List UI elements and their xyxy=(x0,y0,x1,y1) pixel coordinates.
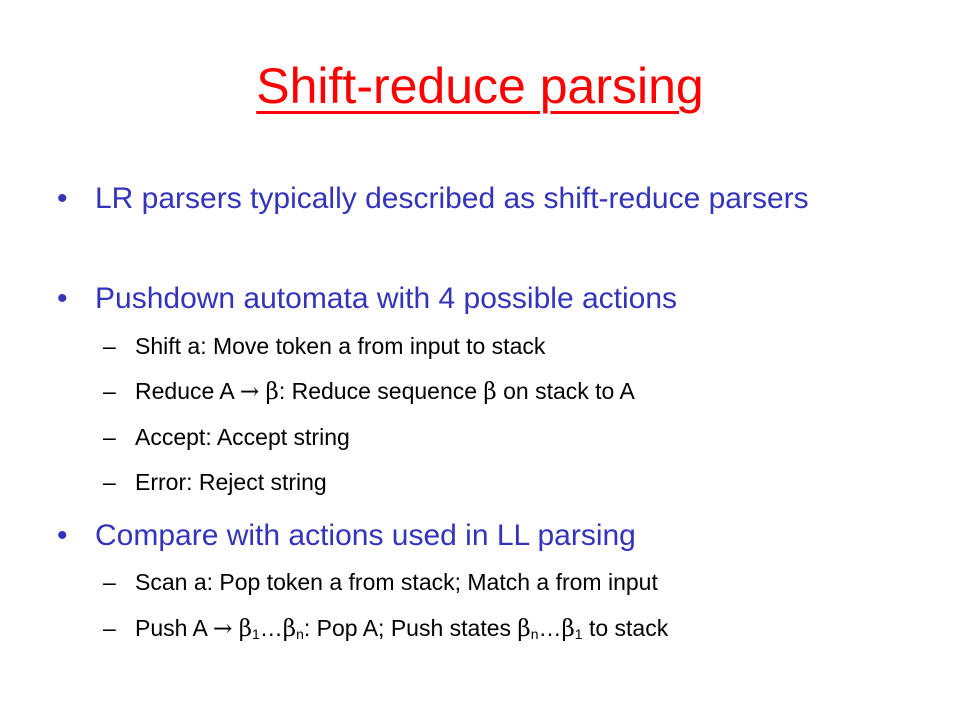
bullet-text: LR parsers typically described as shift-reduce parsers xyxy=(95,182,809,215)
bullet-text: Pushdown automata with 4 possible actions xyxy=(95,282,678,315)
arrow-symbol: → xyxy=(239,379,260,405)
push-mid: : Pop A; Push states xyxy=(303,615,518,641)
subitem-text: Shift a: Move token a from input to stack xyxy=(135,333,546,359)
bullet-dot-icon: • xyxy=(57,282,68,315)
subitem-error xyxy=(103,467,327,497)
subscript-n: n xyxy=(530,626,539,642)
ellipsis: … xyxy=(259,615,283,641)
reduce-post: on stack to A xyxy=(496,378,635,404)
subscript-1: 1 xyxy=(574,626,583,642)
push-post: to stack xyxy=(582,615,669,641)
beta-symbol: β xyxy=(238,616,252,642)
bullet-compare-ll xyxy=(57,517,636,555)
subitem-push xyxy=(103,613,669,644)
dash-icon: – xyxy=(103,424,116,450)
push-pre: Push A xyxy=(135,615,214,641)
dash-icon: – xyxy=(103,569,116,595)
slide-title: Shift-reduce parsing xyxy=(256,58,704,114)
dash-icon: – xyxy=(103,469,116,495)
bullet-dot-icon: • xyxy=(57,519,68,552)
arrow-symbol: → xyxy=(213,616,233,642)
bullet-lr-parsers xyxy=(57,180,875,218)
ellipsis: … xyxy=(538,615,562,641)
subitem-accept xyxy=(103,422,350,452)
beta-symbol: β xyxy=(517,616,531,642)
beta-symbol: β xyxy=(282,616,297,642)
bullet-text: Compare with actions used in LL parsing xyxy=(95,519,636,552)
subitem-text: Scan a: Pop token a from stack; Match a from input xyxy=(135,569,658,595)
dash-icon: – xyxy=(103,378,116,404)
beta-symbol: β xyxy=(483,379,497,405)
subitem-shift xyxy=(103,331,546,361)
beta-symbol: β xyxy=(561,616,575,642)
subitem-text: Error: Reject string xyxy=(135,469,327,495)
dash-icon: – xyxy=(103,615,116,641)
dash-icon: – xyxy=(103,333,116,359)
beta-symbol: β xyxy=(265,379,279,405)
subitem-reduce xyxy=(103,376,635,407)
subscript-1: 1 xyxy=(251,626,260,642)
subitem-scan xyxy=(103,567,658,597)
reduce-pre: Reduce A xyxy=(135,378,240,404)
reduce-mid: : Reduce sequence xyxy=(278,378,484,404)
bullet-pushdown-automata xyxy=(57,280,678,318)
bullet-dot-icon: • xyxy=(57,182,68,215)
subscript-n: n xyxy=(296,626,304,642)
subitem-text: Accept: Accept string xyxy=(135,424,350,450)
